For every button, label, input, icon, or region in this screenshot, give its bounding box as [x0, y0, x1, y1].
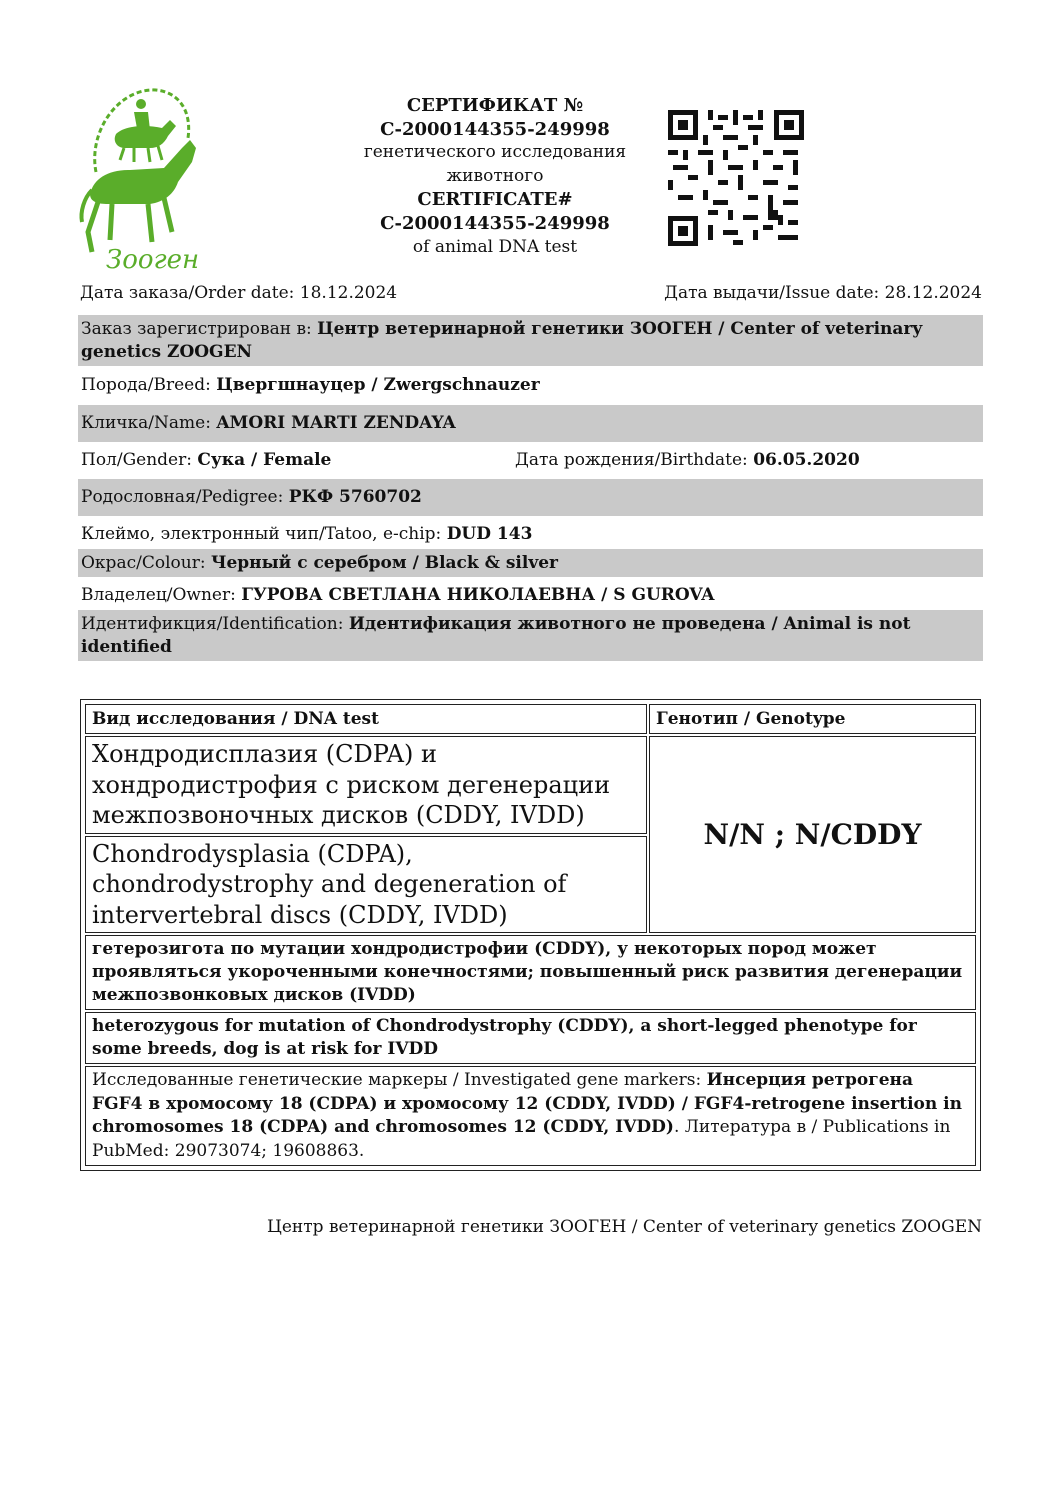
name-label: Кличка/Name: [81, 413, 217, 433]
order-date [80, 283, 397, 303]
chip-label: Клеймо, электронный чип/Tatoo, e-chip: [81, 524, 447, 544]
col-header-test: Вид исследования / DNA test [85, 704, 647, 734]
dates-row [80, 283, 982, 303]
colour-value: Черный с серебром / Black & silver [210, 553, 559, 573]
animal-info [78, 315, 983, 661]
order-date-value: 18.12.2024 [299, 283, 398, 303]
cert-ru-label: СЕРТИФИКАТ № [406, 95, 584, 116]
cert-number-en: С-2000144355-249998 [380, 212, 610, 234]
registered-label: Заказ зарегистрирован в: [81, 319, 318, 339]
birthdate-label: Дата рождения/Birthdate: [515, 450, 754, 470]
pedigree-value: РКФ 5760702 [288, 487, 422, 507]
colour-row [78, 549, 983, 577]
identification-label: Идентификция/Identification: [81, 614, 349, 634]
breed-value: Цвергшнауцер / Zwergschnauzer [216, 375, 540, 395]
gender-value: Сука / Female [197, 450, 332, 470]
chip-row [78, 516, 983, 549]
pedigree-row [78, 479, 983, 516]
interpretation-ru: гетерозигота по мутации хондродистрофии (CDDY), у некоторых пород может проявляться укороченными конечностями; повышенный риск развития дегенерации межпозвонковых дисков (IVDD) [85, 935, 976, 1010]
test-name-en: Chondrodysplasia (CDPA), chondrodystrophy and degeneration of intervertebral discs (CDDY, IVDD) [85, 836, 647, 934]
logo-text: Зооген [106, 245, 200, 272]
col-header-genotype: Генотип / Genotype [649, 704, 976, 734]
owner-label: Владелец/Owner: [81, 585, 242, 605]
qr-code-icon [668, 110, 804, 246]
dna-test-table [80, 699, 981, 1171]
name-row [78, 405, 983, 442]
cert-number-ru: С-2000144355-249998 [380, 118, 610, 140]
publications: . Литература в / Publications in PubMed: 29073074; 19608863. [92, 1117, 951, 1161]
zoogen-logo [78, 82, 206, 272]
breed-label: Порода/Breed: [81, 375, 217, 395]
gender-label: Пол/Gender: [81, 450, 198, 470]
cert-en-desc: of animal DNA test [412, 236, 578, 257]
test-name-ru: Хондродисплазия (CDPA) и хондродистрофия с риском дегенерации межпозвоночных дисков (CDDY, IVDD) [85, 736, 647, 834]
interpretation-en: heterozygous for mutation of Chondrodystrophy (CDDY), a short-legged phenotype for some breeds, dog is at risk for IVDD [85, 1012, 976, 1064]
cert-en-label: CERTIFICATE# [417, 189, 573, 211]
issue-date-label: Дата выдачи/Issue date: [664, 283, 885, 303]
genotype-result: N/N ; N/CDDY [649, 736, 976, 933]
identification-value: Идентификация животного не проведена / Animal is not identified [81, 614, 911, 657]
certificate-title [330, 94, 660, 259]
cert-ru-desc-1: генетического исследования [363, 142, 627, 163]
issue-date [664, 283, 982, 303]
owner-value: ГУРОВА СВЕТЛАНА НИКОЛАЕВНА / S GUROVA [241, 585, 715, 605]
gender-birth-row [78, 442, 983, 479]
pedigree-label: Родословная/Pedigree: [81, 487, 289, 507]
markers-label: Исследованные генетические маркеры / Investigated gene markers: [92, 1070, 707, 1090]
colour-label: Окрас/Colour: [81, 553, 211, 573]
gene-markers [85, 1066, 976, 1166]
breed-row [78, 366, 983, 405]
identification-row [78, 610, 983, 661]
cert-ru-desc-2: животного [446, 165, 544, 186]
registered-value: Центр ветеринарной генетики ЗООГЕН / Center of veterinary genetics ZOOGEN [81, 319, 923, 362]
birthdate-value: 06.05.2020 [753, 450, 860, 470]
markers-value: Инсерция ретрогена FGF4 в хромосому 18 (CDPA) и хромосому 12 (CDDY, IVDD) / FGF4-retrogene insertion in chromosomes 18 (CDPA) and chromosomes 12 (CDDY, IVDD) [92, 1070, 962, 1137]
issue-date-value: 28.12.2024 [884, 283, 982, 303]
birthdate-cell [515, 449, 860, 472]
footer-signature: Центр ветеринарной генетики ЗООГЕН / Center of veterinary genetics ZOOGEN [267, 1217, 982, 1237]
order-date-label: Дата заказа/Order date: [80, 283, 300, 303]
name-value: AMORI MARTI ZENDAYA [216, 413, 456, 433]
registered-row [78, 315, 983, 366]
owner-row [78, 577, 983, 610]
gender-cell [81, 449, 515, 472]
chip-value: DUD 143 [446, 524, 533, 544]
